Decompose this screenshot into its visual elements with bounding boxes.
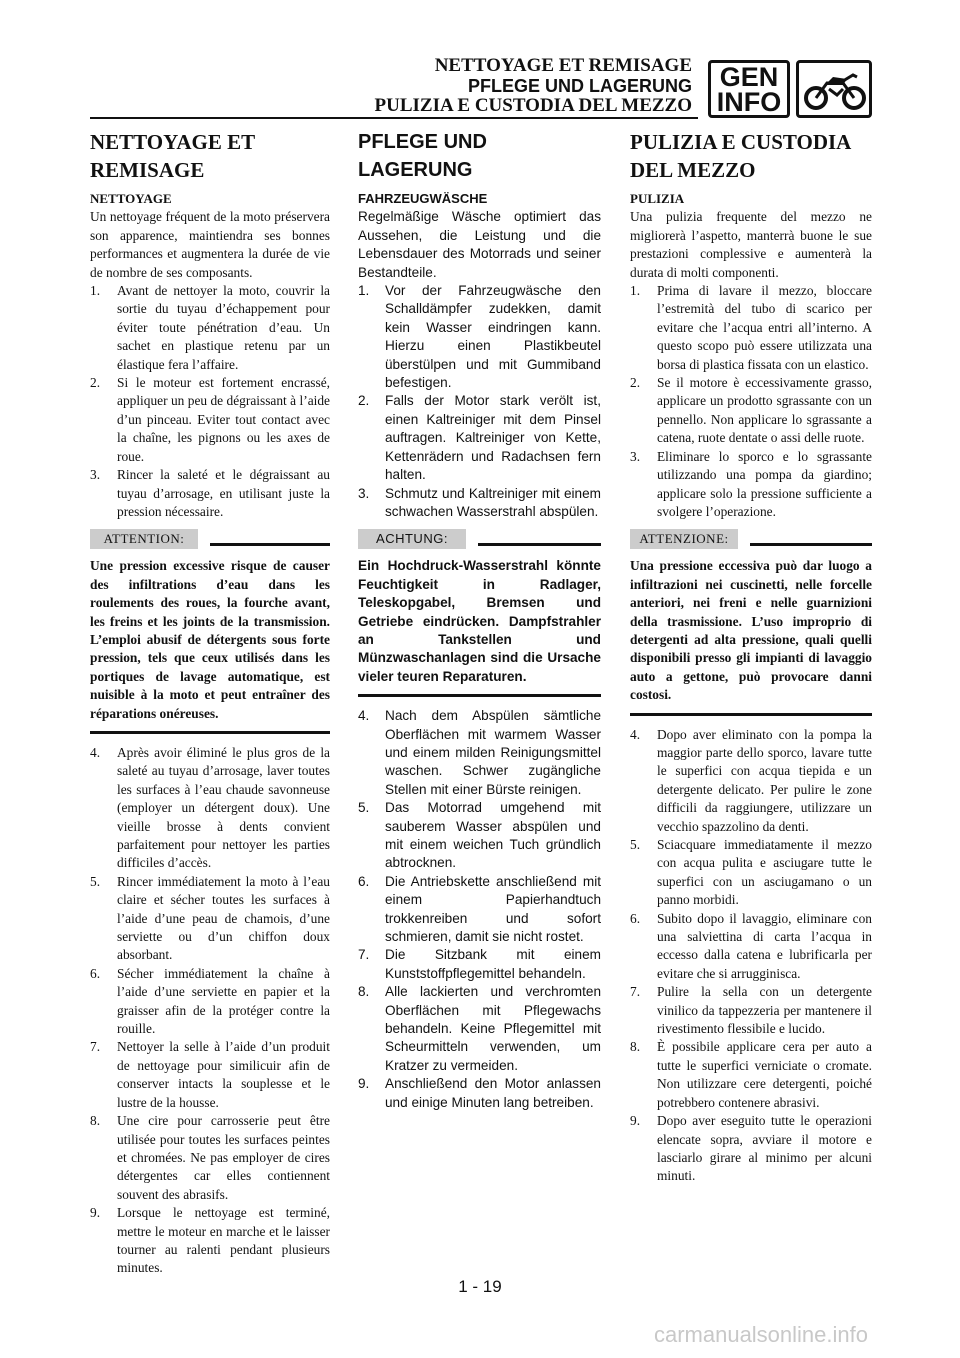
subtitle-it: PULIZIA <box>630 191 685 206</box>
list-item: 1. Vor der Fahrzeugwäsche den Schalldämpfer zudekken, damit kein Wasser eindringen kann. Hierzu einen Plastikbeutel überstülpen und mit Gummiband befestigen. <box>358 283 601 391</box>
steps-fr-part1 <box>90 282 330 521</box>
caution-box-fr <box>90 529 330 734</box>
list-item: 1. Avant de nettoyer la moto, couvrir la sortie du tuyau d’échappement pour éviter toute pénétration d’eau. Un sachet en plastique retenu par un élastique fera l’affaire. <box>90 283 330 372</box>
caution-box-it <box>630 529 872 715</box>
subtitle-fr: NETTOYAGE <box>90 191 172 206</box>
badge-line-info: INFO <box>716 87 782 117</box>
list-item: 5. Rincer immédiatement la moto à l’eau claire et sécher toutes les surfaces à l’aide d’une peau de chamois, d’une serviette ou d’un chiffon doux absorbant. <box>90 873 330 963</box>
list-item: 4. Nach dem Abspülen sämtliche Oberflächen mit warmem Wasser und einem milden Reinigungsmittel waschen. Schwer zugängliche Stellen mit einer Bürste reinigen. <box>358 708 601 797</box>
list-item: 7. Die Sitzbank mit einem Kunststoffpflegemittel behandeln. <box>358 947 601 981</box>
gen-info-badge <box>708 60 790 118</box>
badge-line-gen: GEN <box>719 62 779 92</box>
steps-fr-part2 <box>90 744 330 1278</box>
motorcycle-icon <box>803 69 867 111</box>
section-title-fr: NETTOYAGE ET REMISAGE <box>90 130 255 182</box>
caution-end-rule <box>358 694 601 697</box>
section-title-de: PFLEGE UND LAGERUNG <box>358 131 487 181</box>
list-item: 8. Alle lackierten und verchromten Oberflächen mit Pflegewachs behandeln. Keine Pflegemittel mit Scheurmitteln verwenden, um Kratzer zu vermeiden. <box>358 984 601 1073</box>
caution-end-rule <box>630 713 872 716</box>
subtitle-de: FAHRZEUGWÄSCHE <box>358 191 488 206</box>
caution-rule <box>210 543 330 546</box>
list-item: 5. Sciacquare immediatamente il mezzo con acqua pulita e asciugare tutte le superfici con un asciugamano o un panno morbidi. <box>630 837 872 908</box>
header-titles <box>375 56 692 116</box>
caution-box-de <box>358 529 601 697</box>
list-item: 9. Dopo aver eseguito tutte le operazioni elencate sopra, avviare il motore e lasciarlo girare al minimo per alcuni minuti. <box>630 1113 872 1184</box>
intro-de: Regelmäßige Wäsche optimiert das Aussehen, die Leistung und die Lebensdauer des Motorrads und seiner Bestandteile. <box>358 209 601 280</box>
caution-rule <box>478 543 601 546</box>
list-item: 3. Rincer la saleté et le dégraissant au tuyau d’arrosage, en utilisant juste la pression nécessaire. <box>90 467 330 519</box>
list-item: 5. Das Motorrad umgehend mit sauberem Wasser abspülen und mit einem weichen Tuch gründlich abtrocknen. <box>358 800 601 871</box>
caution-text-it: Una pressione eccessiva può dar luogo a infiltrazioni nei cuscinetti, nelle forcelle anteriori, nei freni e nelle guarnizioni della trasmissione. L’uso improprio di detergenti ad alta pressione, quali quelli disponibili presso gli impianti di lavaggio auto a gettone, può provocare danni costosi. <box>630 558 872 703</box>
list-item: 4. Dopo aver eliminato con la pompa la maggior parte dello sporco, lavare tutte le superfici con acqua tiepida e un detergente delicato. Per pulire le zone difficili da raggiungere, utilizzare un vecchio spazzolino da denti. <box>630 726 872 834</box>
list-item: 7. Pulire la sella con un detergente vinilico da tappezzeria per mantenere il rivestimento flessibile e lucido. <box>630 984 872 1037</box>
list-item: 6. Sécher immédiatement la chaîne à l’aide d’une serviette en papier et la graisser afin de la protéger contre la rouille. <box>90 965 330 1037</box>
motorcycle-badge <box>796 60 872 118</box>
list-item: 1. Prima di lavare il mezzo, bloccare l’estremità del tubo di scarico per evitare che l’acqua entri all’interno. A questo scopo può essere utilizzata una borsa di plastica fissata con un elastico. <box>630 283 872 372</box>
steps-it-part2 <box>630 726 872 1186</box>
list-item: 6. Subito dopo il lavaggio, eliminare con una salviettina di carta l’acqua in eccesso dalla catena e lubrificarla per evitare che si arrugginisca. <box>630 910 872 981</box>
column-italian <box>630 128 872 1186</box>
list-item: 7. Nettoyer la selle à l’aide d’un produit de nettoyage pour similicuir afin de conserver intacts la souplesse et le lustre de la housse. <box>90 1039 330 1110</box>
caution-rule <box>750 543 872 546</box>
column-german <box>358 128 601 1112</box>
header-title-it: PULIZIA E CUSTODIA DEL MEZZO <box>374 95 692 116</box>
list-item: 9. Lorsque le nettoyage est terminé, mettre le moteur en marche et le laisser tourner au ralenti pendant plusieurs minutes. <box>90 1205 330 1276</box>
list-item: 2. Falls der Motor stark verölt ist, einen Kaltreiniger mit dem Pinsel auftragen. Kaltreiniger von Kette, Kettenrädern und Radachsen fern halten. <box>358 393 601 483</box>
caution-label-de: ACHTUNG: <box>358 529 466 549</box>
list-item: 8. Une cire pour carrosserie peut être utilisée pour toutes les surfaces peintes et chromées. Ne pas employer de cires détergentes car elles contiennent souvent des abrasifs. <box>90 1113 330 1202</box>
header-title-fr: NETTOYAGE ET REMISAGE <box>434 55 692 76</box>
watermark: carmanualsonline.info <box>653 1322 868 1347</box>
caution-label-it: ATTENZIONE: <box>630 529 738 549</box>
header-title-de: PFLEGE UND LAGERUNG <box>467 76 692 96</box>
list-item: 2. Si le moteur est fortement encrassé, appliquer un peu de dégraissant à l’aide d’un pinceau. Eviter tout contact avec la chaîne, les pignons ou les axes de roue. <box>90 375 330 464</box>
list-item: 8. È possibile applicare cera per auto a tutte le superfici verniciate o cromate. Non utilizzare cere detergenti, poiché potrebbero contenere abrasivi. <box>630 1039 872 1110</box>
list-item: 4. Après avoir éliminé le plus gros de la saleté au tuyau d’arrosage, laver toutes les surfaces à l’eau chaude savonneuse (employer un détergent doux). Une vieille brosse à dents convient parfaitement pour nettoyer les parties difficiles d’accès. <box>90 744 330 871</box>
steps-de-part1 <box>358 282 601 521</box>
steps-de-part2 <box>358 707 601 1112</box>
column-french <box>90 128 330 1278</box>
intro-it: Una pulizia frequente del mezzo ne migliorerà l’aspetto, manterrà buone le sue prestazioni complessive e aumenterà la durata di molti componenti. <box>630 209 872 280</box>
list-item: 6. Die Antriebskette anschließend mit einem Papierhandtuch trokkenreiben und sofort schmieren, damit sie nicht rostet. <box>358 873 601 945</box>
list-item: 3. Eliminare lo sporco e lo sgrassante utilizzando una pompa da giardino; applicare solo la pressione sufficiente a svolgere l’operazione. <box>630 448 872 519</box>
page-number: 1 - 19 <box>458 1277 502 1296</box>
list-item: 3. Schmutz und Kaltreiniger mit einem schwachen Wasserstrahl abspülen. <box>358 485 601 519</box>
list-item: 2. Se il motore è eccessivamente grasso, applicare un prodotto sgrassante con un pennello. Non applicare lo sgrassante a catena, ruote dentate o assi delle ruote. <box>630 375 872 446</box>
section-title-it: PULIZIA E CUSTODIA DEL MEZZO <box>630 130 851 182</box>
header-rule <box>90 117 698 119</box>
caution-label-fr: ATTENTION: <box>90 529 198 549</box>
list-item: 9. Anschließend den Motor anlassen und einige Minuten lang betreiben. <box>358 1076 601 1110</box>
caution-end-rule <box>90 731 330 734</box>
intro-fr: Un nettoyage fréquent de la moto préservera son apparence, maintiendra ses bonnes performances et augmentera la durée de vie de nombre de ses composants. <box>90 209 330 280</box>
caution-text-de: Ein Hochdruck-Wasserstrahl könnte Feuchtigkeit in Radlager, Teleskopgabel, Bremsen und Getriebe eindrücken. Dampfstrahler an Tankstellen und Münzwaschanlagen sind die Ursache vieler teuren Reparaturen. <box>358 558 601 684</box>
caution-text-fr: Une pression excessive risque de causer des infiltrations d’eau dans les roulements des roues, la fourche avant, les freins et les joints de la transmission. L’emploi abusif de détergents sous forte pression, tels que ceux utilisés dans les portiques de lavage automatique, est nuisible à la moto et peut entraîner des réparations onéreuses. <box>90 558 330 721</box>
steps-it-part1 <box>630 282 872 521</box>
